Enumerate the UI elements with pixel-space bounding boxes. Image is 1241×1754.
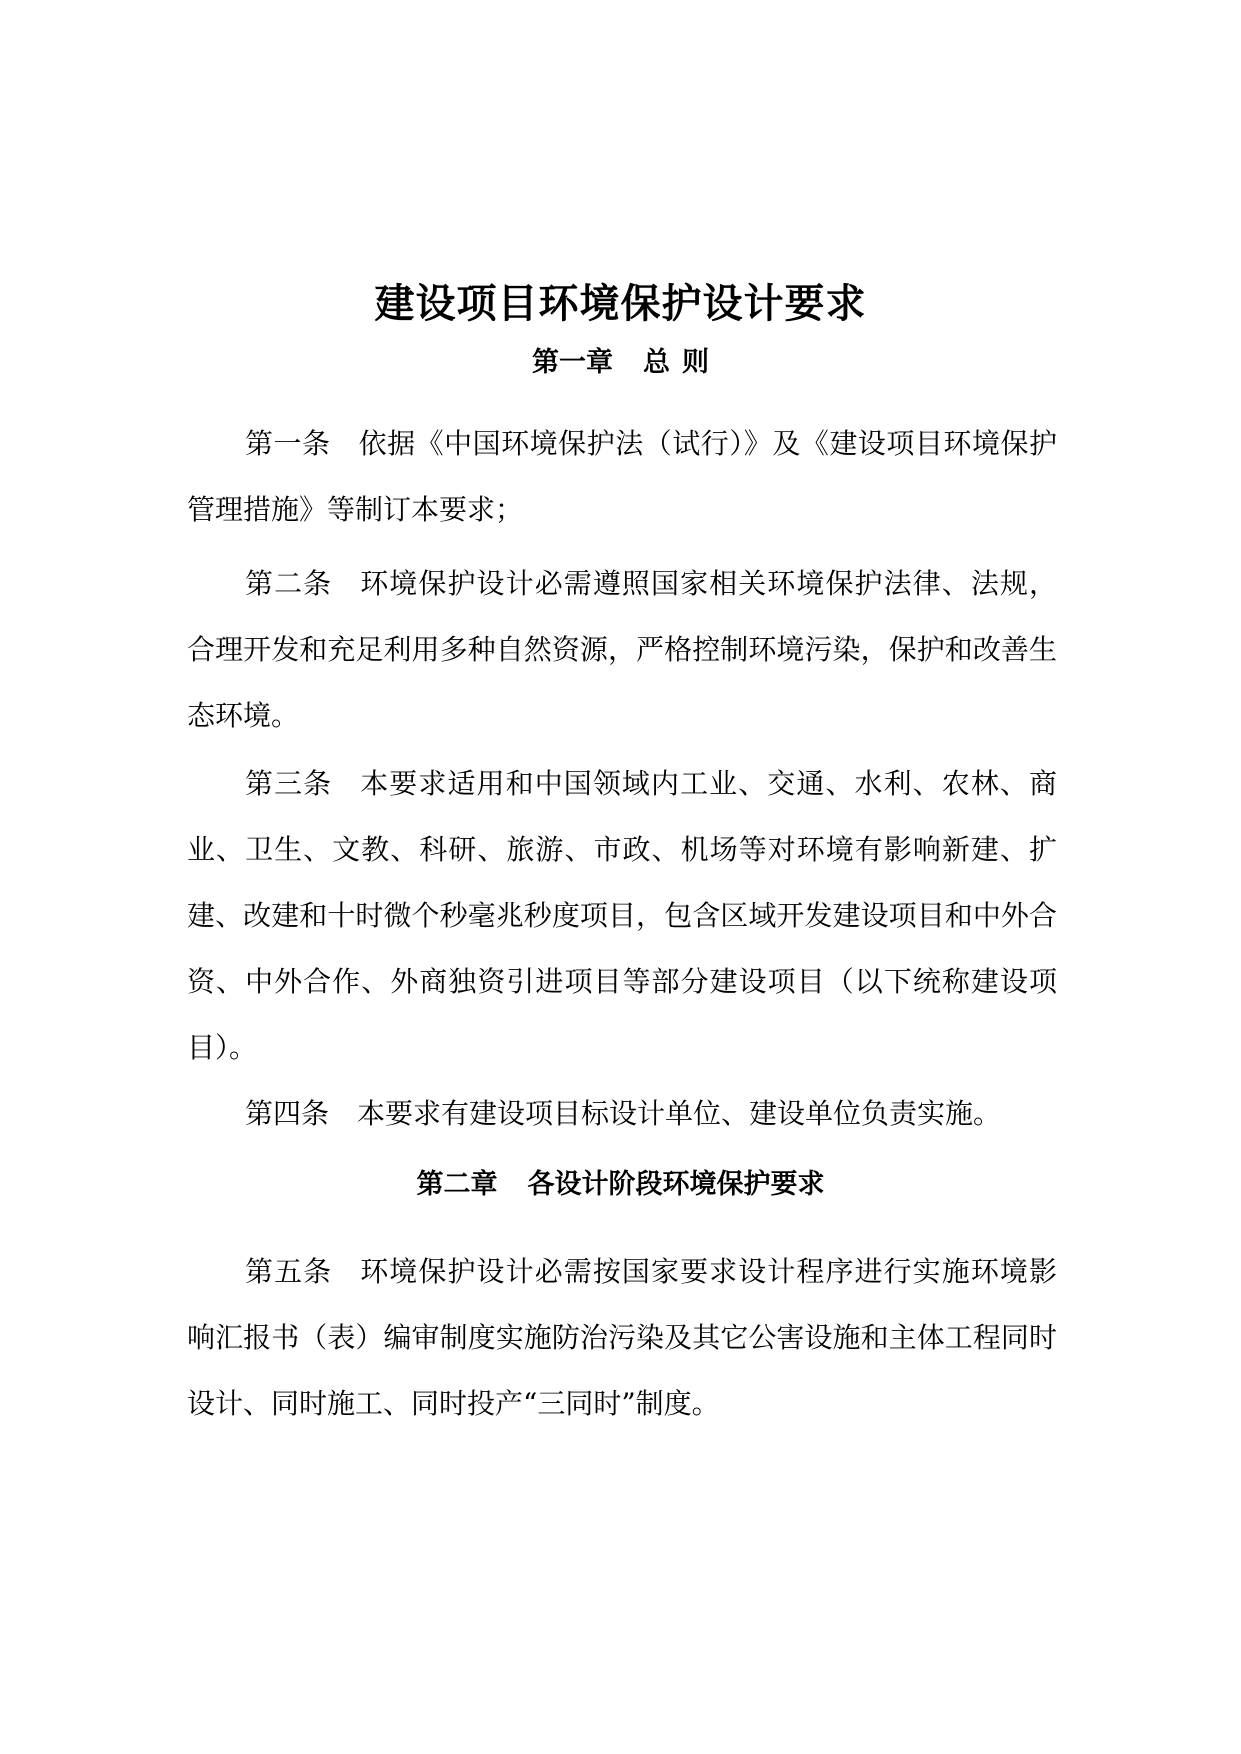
article-number: 第二条 xyxy=(245,567,333,600)
article-text: 本要求适用和中国领域内工业、交通、水利、农林、商业、卫生、文教、科研、旅游、市政、机场等对环境有影响新建、扩建、改建和十时微个秒毫兆秒度项目，包含区域开发建设项目和中外合资、中外合作、外商独资引进项目等部分建设项目（以下统称建设项目）。 xyxy=(187,767,1057,1064)
chapter-number: 第二章 xyxy=(416,1169,498,1200)
article-1 xyxy=(187,411,1057,543)
article-5 xyxy=(187,1239,1057,1437)
article-number: 第三条 xyxy=(245,767,333,800)
article-text: 本要求有建设项目标设计单位、建设单位负责实施。 xyxy=(357,1097,1002,1130)
article-number: 第四条 xyxy=(245,1097,330,1130)
article-number: 第一条 xyxy=(245,427,331,460)
document-title: 建设项目环境保护设计要求 xyxy=(374,281,867,327)
article-2 xyxy=(187,551,1057,749)
chapter-name-part: 则 xyxy=(682,347,709,378)
article-4 xyxy=(187,1081,1057,1147)
article-number: 第五条 xyxy=(245,1255,333,1288)
article-text: 依据《中国环境保护法（试行）》及《建设项目环境保护管理措施》等制订本要求； xyxy=(187,427,1057,526)
chapter-name: 各设计阶段环境保护要求 xyxy=(527,1169,825,1200)
chapter-number: 第一章 xyxy=(532,347,613,378)
article-text: 环境保护设计必需按国家要求设计程序进行实施环境影响汇报书（表）编审制度实施防治污染及其它公害设施和主体工程同时设计、同时施工、同时投产“三同时”制度。 xyxy=(187,1255,1057,1420)
chapter-heading-2 xyxy=(0,1165,1241,1205)
article-text: 环境保护设计必需遵照国家相关环境保护法律、法规，合理开发和充足利用多种自然资源，严格控制环境污染，保护和改善生态环境。 xyxy=(187,567,1057,732)
chapter-heading-1 xyxy=(0,343,1241,383)
chapter-name-part: 总 xyxy=(643,347,670,378)
article-3 xyxy=(187,751,1057,1081)
